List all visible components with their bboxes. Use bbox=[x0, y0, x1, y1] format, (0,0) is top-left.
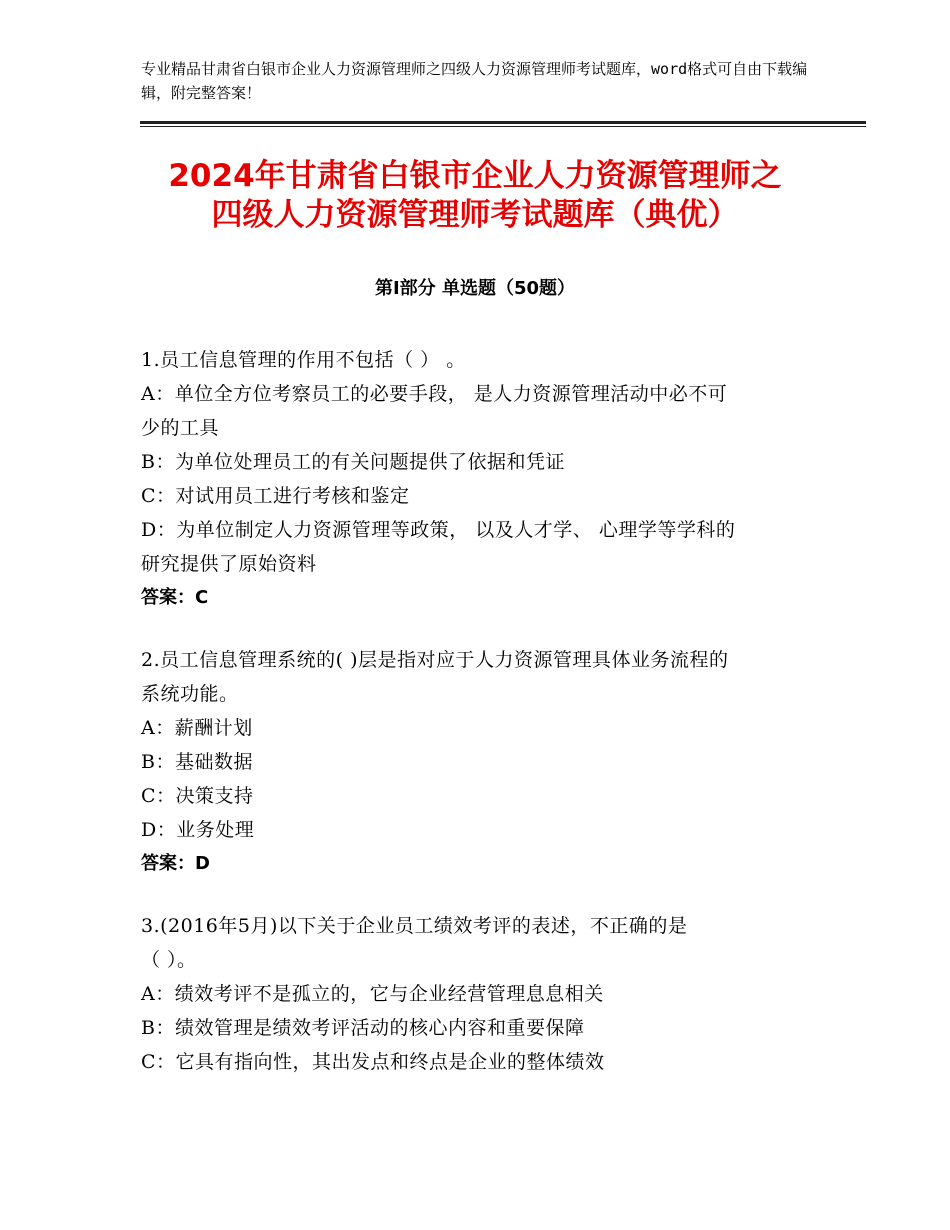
section-title: 第Ⅰ部分 单选题（50题） bbox=[374, 278, 575, 299]
document-title-line-2: 四级人力资源管理师考试题库（典优） bbox=[211, 197, 739, 233]
question-stem-line: 2.员工信息管理系统的( )层是指对应于人力资源管理具体业务流程的 bbox=[141, 649, 729, 671]
header-divider-thin bbox=[140, 126, 866, 127]
question-option-line: C：决策支持 bbox=[141, 785, 254, 807]
question-option-line: A：单位全方位考察员工的必要手段， 是人力资源管理活动中必不可 bbox=[141, 383, 728, 405]
question-stem-line: （ ）。 bbox=[141, 949, 197, 971]
question-3 bbox=[141, 909, 811, 1079]
question-list bbox=[141, 343, 811, 1107]
header-divider-thick bbox=[140, 121, 866, 124]
question-option-line: A：绩效考评不是孤立的，它与企业经营管理息息相关 bbox=[141, 983, 604, 1005]
question-stem-line: 系统功能。 bbox=[141, 683, 239, 705]
question-option-line: D：为单位制定人力资源管理等政策， 以及人才学、 心理学等学科的 bbox=[141, 519, 736, 541]
question-option-line: B：为单位处理员工的有关问题提供了依据和凭证 bbox=[141, 451, 565, 473]
question-answer: 答案：D bbox=[141, 853, 210, 874]
question-2 bbox=[141, 643, 811, 881]
question-option-line: B：基础数据 bbox=[141, 751, 253, 773]
question-option-line: A：薪酬计划 bbox=[141, 717, 253, 739]
question-option-line: C：对试用员工进行考核和鉴定 bbox=[141, 485, 410, 507]
question-option-line: 研究提供了原始资料 bbox=[141, 553, 317, 575]
question-stem-line: 3.(2016年5月)以下关于企业员工绩效考评的表述，不正确的是 bbox=[141, 915, 688, 937]
question-1 bbox=[141, 343, 811, 615]
header-note: 专业精品甘肃省白银市企业人力资源管理师之四级人力资源管理师考试题库，word格式可自由下载编辑，附完整答案！ bbox=[141, 60, 808, 102]
document-title bbox=[100, 157, 850, 235]
question-option-line: C：它具有指向性，其出发点和终点是企业的整体绩效 bbox=[141, 1051, 605, 1073]
question-option-line: B：绩效管理是绩效考评活动的核心内容和重要保障 bbox=[141, 1017, 585, 1039]
question-stem-line: 1.员工信息管理的作用不包括（ ） 。 bbox=[141, 349, 466, 371]
question-answer: 答案：C bbox=[141, 587, 209, 608]
question-option-line: D：业务处理 bbox=[141, 819, 255, 841]
document-title-line-1: 2024年甘肃省白银市企业人力资源管理师之 bbox=[168, 158, 782, 194]
question-option-line: 少的工具 bbox=[141, 417, 220, 439]
